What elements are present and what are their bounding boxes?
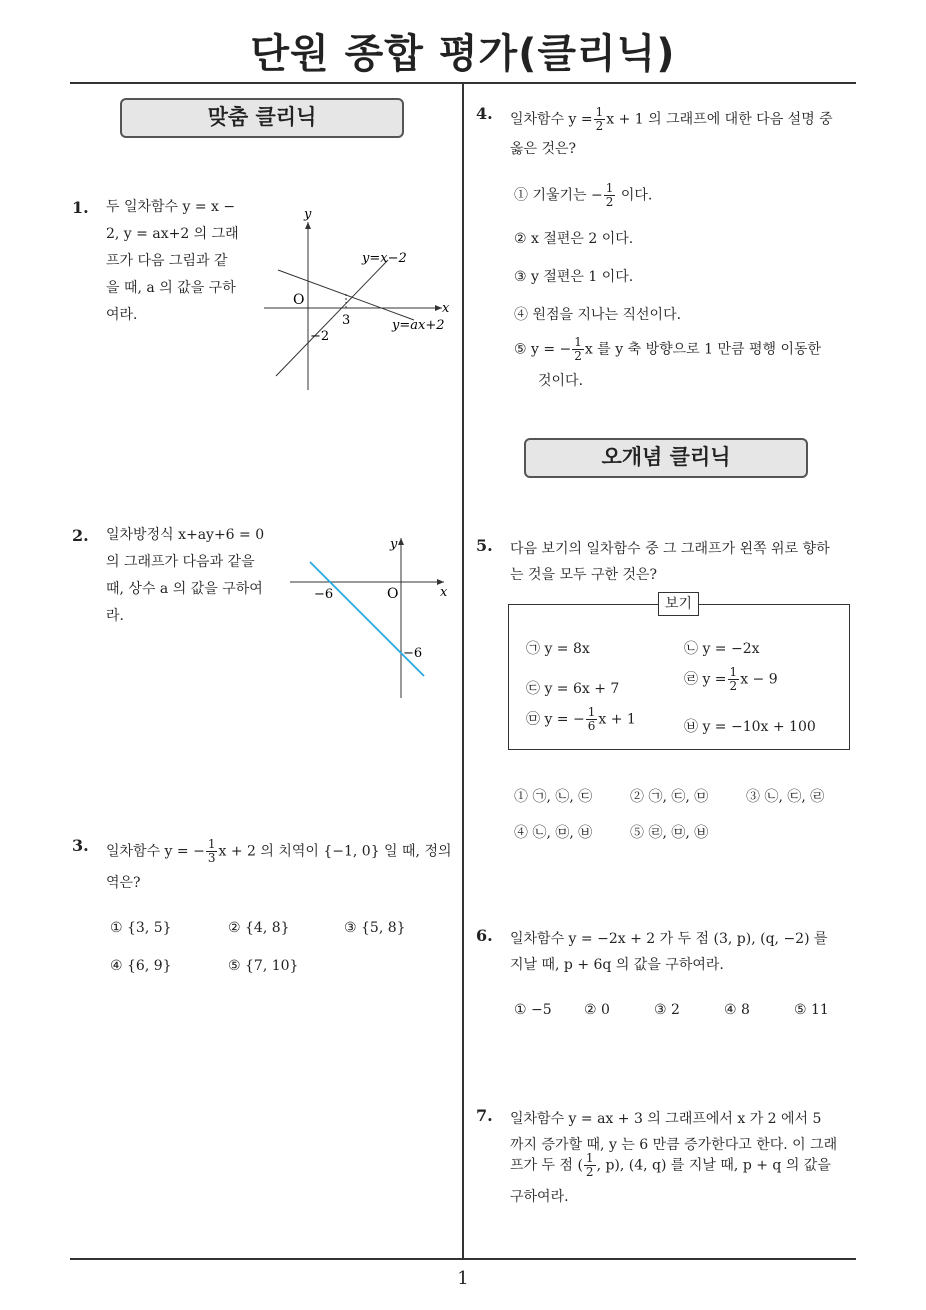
tick-label-3: 3 [342,313,351,328]
question-2-line: 라. [106,608,124,624]
answer-option[interactable]: ⑤ {7, 10} [228,958,299,974]
question-7-line-3 [510,1152,831,1179]
question-4-fraction [594,106,606,133]
question-2-graph [286,532,456,702]
fraction-numerator: 1 [574,335,582,349]
footer-rule [70,1258,856,1260]
question-6-line-2: 지날 때, p + 6q 의 값을 구하여라. [510,957,724,973]
option-1-fraction [604,182,616,209]
example-item-pre: ㉤ y = − [526,711,585,728]
answer-option[interactable]: ② {4, 8} [228,920,290,936]
origin-label: O [387,586,399,602]
example-item-post: x + 1 [598,711,636,728]
banner-misconception-clinic: 오개념 클리닉 [524,438,808,478]
answer-option[interactable]: ④ ㉡, ㉤, ㉥ [514,825,593,841]
answer-option[interactable]: ② ㉠, ㉢, ㉤ [630,789,709,805]
example-item-pre: ㉣ y = [684,671,727,688]
question-3-line-2: 역은? [106,875,141,891]
x-axis-arrow [435,305,442,311]
option-5-fraction [572,336,584,363]
question-1-line: 프가 다음 그림과 같 [106,253,228,269]
question-7-line-4: 구하여라. [510,1189,569,1205]
answer-option[interactable]: ④ 8 [724,1002,750,1018]
answer-option[interactable]: ⑤ 11 [794,1002,829,1018]
question-7-fraction [584,1152,596,1179]
option-1-pre: ① 기울기는 − [514,187,603,204]
y-intercept-label: −6 [403,646,423,661]
question-3-post: x + 2 의 치역이 {−1, 0} 일 때, 정의 [218,843,452,860]
y-axis-arrow [305,222,311,229]
fraction-numerator: 1 [595,105,604,119]
x-intercept-label: −6 [314,587,334,602]
example-item: ㉥ y = −10x + 100 [684,719,816,735]
question-6-number: 6. [476,926,493,945]
answer-option[interactable]: ③ {5, 8} [344,920,406,936]
banner-custom-clinic: 맞춤 클리닉 [120,98,404,138]
question-3-line-1 [106,838,452,865]
question-1-text [106,194,256,329]
fraction-denominator: 2 [574,349,582,363]
fraction-numerator: 1 [585,1151,594,1165]
question-3-number: 3. [72,836,89,855]
answer-option[interactable]: ② 0 [584,1002,610,1018]
fraction-denominator: 6 [587,719,596,733]
question-4-number: 4. [476,104,493,123]
y-axis-arrow [398,538,404,545]
example-item [526,706,636,733]
question-7-line-2: 까지 증가할 때, y 는 6 만큼 증가한다고 한다. 이 그래 [510,1137,838,1153]
example-item [684,666,778,693]
fraction-denominator: 2 [729,679,738,693]
answer-option[interactable]: ④ 원점을 지나는 직선이다. [514,307,682,323]
answer-option[interactable]: ③ ㉡, ㉢, ㉣ [746,789,825,805]
question-3-fraction [206,838,218,865]
answer-option[interactable]: ① −5 [514,1002,552,1018]
question-4-pre: 일차함수 y = [510,111,593,128]
question-2-line: 때, 상수 a 의 값을 구하여 [106,581,263,597]
fraction-denominator: 2 [605,195,614,209]
fraction-numerator: 1 [605,181,614,195]
answer-option[interactable]: ② x 절편은 2 이다. [514,231,634,247]
tick-label-minus-2: −2 [310,329,330,344]
question-1-line: 여라. [106,307,138,323]
option-1-post: 이다. [616,187,653,204]
examples-box-label: 보기 [658,592,699,616]
example-item: ㉡ y = −2x [684,641,760,657]
example-item-fraction [728,666,740,693]
question-7-post: , p), (4, q) 를 지날 때, p + q 의 값을 [596,1157,831,1174]
question-7-line-1: 일차함수 y = ax + 3 의 그래프에서 x 가 2 에서 5 [510,1111,822,1127]
line-label-y-x-minus-2: y=x−2 [362,251,407,266]
question-7-number: 7. [476,1106,493,1125]
question-7-pre: 프가 두 점 ( [510,1157,583,1174]
example-item: ㉠ y = 8x [526,641,590,657]
origin-label: O [293,292,305,308]
answer-option[interactable]: ① ㉠, ㉡, ㉢ [514,789,593,805]
question-4-line-2: 옳은 것은? [510,141,577,157]
fraction-denominator: 2 [585,1165,594,1179]
answer-option[interactable]: ⑤ ㉣, ㉤, ㉥ [630,825,709,841]
answer-option[interactable] [514,336,821,363]
option-5-post: x 를 y 축 방향으로 1 만큼 평행 이동한 [584,341,822,358]
fraction-numerator: 1 [207,837,216,851]
answer-option[interactable]: ④ {6, 9} [110,958,172,974]
answer-option[interactable]: ① {3, 5} [110,920,172,936]
question-1-line: 두 일차함수 y = x − [106,199,236,215]
question-1-line: 2, y = ax+2 의 그래 [106,226,239,242]
answer-option[interactable]: ③ y 절편은 1 이다. [514,269,634,285]
question-2-line: 의 그래프가 다음과 같을 [106,554,255,570]
question-5-number: 5. [476,536,493,555]
fraction-numerator: 1 [587,705,596,719]
column-divider [462,84,464,1258]
question-1-graph [258,200,458,395]
example-item-post: x − 9 [740,671,778,688]
question-4-post: x + 1 의 그래프에 대한 다음 설명 중 [606,111,833,128]
question-1-line: 을 때, a 의 값을 구하 [106,280,236,296]
page-title: 단원 종합 평가(클리닉) [250,31,676,77]
x-axis-label: x [442,301,450,316]
answer-option[interactable]: ③ 2 [654,1002,680,1018]
question-2-number: 2. [72,526,89,545]
page-number: 1 [457,1268,469,1289]
example-item: ㉢ y = 6x + 7 [526,681,620,697]
answer-option[interactable] [514,182,652,209]
question-5-line-1: 다음 보기의 일차함수 중 그 그래프가 왼쪽 위로 향하 [510,541,830,557]
fraction-denominator: 3 [207,851,216,865]
question-2-line: 일차방정식 x+ay+6 = 0 [106,527,265,543]
question-3-pre: 일차함수 y = − [106,843,205,860]
option-5-pre: ⑤ y = − [514,341,572,358]
question-4-line-1 [510,106,833,133]
y-axis-label: y [390,537,398,552]
line-label-y-ax-plus-2: y=ax+2 [392,318,445,333]
y-axis-label: y [304,207,312,222]
question-6-line-1: 일차함수 y = −2x + 2 가 두 점 (3, p), (q, −2) 를 [510,931,828,947]
example-item-fraction [586,706,598,733]
x-axis-label: x [440,585,448,600]
question-1-number: 1. [72,198,89,217]
option-5-line-2: 것이다. [538,373,584,389]
fraction-denominator: 2 [595,119,604,133]
question-5-line-2: 는 것을 모두 구한 것은? [510,567,658,583]
line-y-x-minus-2 [276,260,388,376]
fraction-numerator: 1 [729,665,738,679]
question-2-text [106,522,281,630]
